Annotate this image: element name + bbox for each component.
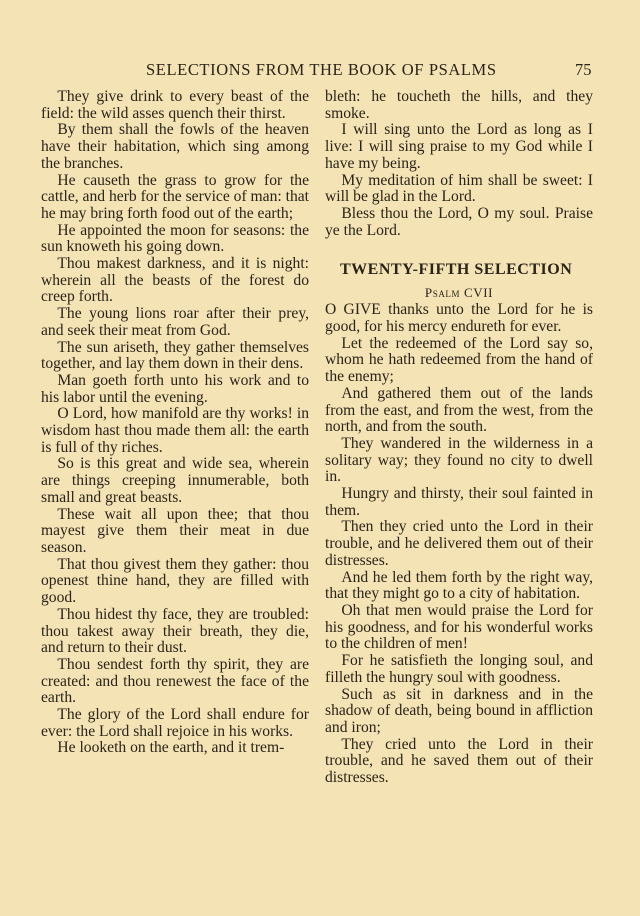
verse: Hungry and thirsty, their soul fainted in them. xyxy=(325,485,593,519)
verse: By them shall the fowls of the heaven have their habitation, which sing among the branches. xyxy=(41,121,309,172)
page-number: 75 xyxy=(575,60,592,79)
left-column xyxy=(41,89,309,757)
verse: So is this great and wide sea, wherein are things creeping innumerable, both small and great beasts. xyxy=(41,455,309,506)
verse: Bless thou the Lord, O my soul. Praise ye the Lord. xyxy=(325,204,593,239)
verse: The sun ariseth, they gather themselves together, and lay them down in their dens. xyxy=(41,338,309,373)
verse: That thou givest them they gather: thou openest thine hand, they are filled with good. xyxy=(41,555,309,607)
continued-verse: bleth: he toucheth the hills, and they smoke. xyxy=(325,88,593,122)
verse: And gathered them out of the lands from the east, and from the west, from the north, and from the south. xyxy=(325,384,593,436)
verse: They give drink to every beast of the field: the wild asses quench their thirst. xyxy=(41,88,309,122)
verse: Thou hidest thy face, they are troubled: thou takest away their breath, they die, and return to their dust. xyxy=(41,605,309,657)
verse: Man goeth forth unto his work and to his labor until the evening. xyxy=(41,371,309,406)
running-title: SELECTIONS FROM THE BOOK OF PSALMS xyxy=(146,60,497,79)
section-heading: TWENTY-FIFTH SELECTION xyxy=(340,261,573,279)
verse: Thou makest darkness, and it is night: wherein all the beasts of the forest do creep forth. xyxy=(41,255,309,306)
psalm-reference: Psalm CVII xyxy=(424,285,494,301)
verse: The glory of the Lord shall endure for ever: the Lord shall rejoice in his works. xyxy=(41,706,309,740)
verse: Thou sendest forth thy spirit, they are created: and thou renewest the face of the earth. xyxy=(41,655,309,707)
verse: I will sing unto the Lord as long as I live: I will sing praise to my God while I have my being. xyxy=(325,121,593,172)
opening-words: O GIVE xyxy=(325,301,381,319)
verse: He looketh on the earth, and it trem- xyxy=(57,739,285,757)
verse: And he led them forth by the right way, that they might go to a city of habitation. xyxy=(325,568,593,603)
verse: Let the redeemed of the Lord say so, whom he hath redeemed from the hand of the enemy; xyxy=(325,334,593,386)
opening-verse xyxy=(325,302,593,335)
verse: O Lord, how manifold are thy works! in wisdom hast thou made them all: the earth is full of thy riches. xyxy=(41,405,309,456)
verse: The young lions roar after their prey, and seek their meat from God. xyxy=(41,305,309,339)
verse: He appointed the moon for seasons: the sun knoweth his going down. xyxy=(41,221,309,256)
verse: Oh that men would praise the Lord for his goodness, and for his wonderful works to the children of men! xyxy=(325,601,593,653)
verse: My meditation of him shall be sweet: I will be glad in the Lord. xyxy=(325,171,593,206)
verse: He causeth the grass to grow for the cattle, and herb for the service of man: that he may bring forth food out of the earth; xyxy=(41,171,310,222)
running-head xyxy=(0,60,640,86)
verse: They wandered in the wilderness in a solitary way; they found no city to dwell in. xyxy=(325,434,593,486)
verse: Then they cried unto the Lord in their trouble, and he delivered them out of their distresses. xyxy=(325,518,593,569)
right-column xyxy=(325,89,593,787)
verse: For he satisfieth the longing soul, and filleth the hungry soul with goodness. xyxy=(325,652,593,686)
verse: These wait all upon thee; that thou mayest give them their meat in due season. xyxy=(41,505,309,556)
verse: Such as sit in darkness and in the shadow of death, being bound in affliction and iron; xyxy=(325,685,593,736)
opening-verse-text: thanks unto the Lord for he is good, for his mercy endureth for ever. xyxy=(325,301,594,336)
verse: They cried unto the Lord in their trouble, and he saved them out of their distresses. xyxy=(325,735,593,787)
